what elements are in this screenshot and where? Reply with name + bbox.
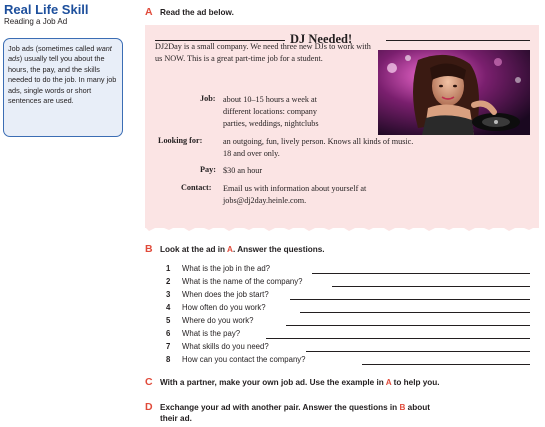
section-a-instruction: Read the ad below.	[160, 8, 234, 17]
section-c-instruction-post: to help you.	[391, 378, 440, 387]
ad-contact-label: Contact:	[181, 183, 212, 192]
section-d-ref: B	[399, 403, 406, 412]
ad-intro: DJ2Day is a small company. We need three new DJs to work with us NOW. This is a great part-time job for a student.	[155, 42, 371, 63]
sidebar-subtitle: Reading a Job Ad	[4, 17, 68, 26]
dj-photo	[378, 50, 530, 135]
ad-job-line-2: different locations: company	[223, 107, 317, 116]
question-text: How often do you work?	[182, 303, 266, 312]
question-text: What is the pay?	[182, 329, 241, 338]
answer-line[interactable]	[332, 286, 530, 287]
ad-looking-line-1: an outgoing, fun, lively person. Knows all kinds of music.	[223, 137, 414, 146]
section-c-letter: C	[145, 376, 153, 388]
ad-looking-line-2: 18 and over only.	[223, 149, 280, 158]
question-text: Where do you work?	[182, 316, 254, 325]
section-d-letter: D	[145, 401, 153, 413]
sidebar-note-emphasis: want ads	[8, 44, 112, 64]
section-d-instruction-line-2: their ad.	[160, 414, 192, 423]
job-ad-torn-edge	[145, 222, 539, 232]
question-number: 6	[166, 329, 171, 338]
ad-pay-value: $30 an hour	[223, 166, 263, 175]
sidebar-note-post: ) usually tell you about the hours, the pay, and the skills needed to do the job. In many job ads, single words or short sentences are used.	[8, 54, 117, 106]
section-c-instruction	[160, 378, 440, 387]
question-number: 7	[166, 342, 171, 351]
ad-pay-label: Pay:	[200, 165, 216, 174]
section-a-letter: A	[145, 6, 153, 18]
ad-looking-label: Looking for:	[158, 136, 203, 145]
question-number: 2	[166, 277, 171, 286]
ad-title: DJ Needed!	[290, 32, 353, 46]
question-number: 8	[166, 355, 171, 364]
section-d-instruction-line-1	[160, 403, 430, 412]
question-text: What is the job in the ad?	[182, 264, 270, 273]
question-number: 4	[166, 303, 171, 312]
question-text: What is the name of the company?	[182, 277, 303, 286]
section-b-ref: A	[227, 245, 233, 254]
section-b-letter: B	[145, 243, 153, 255]
question-text: When does the job start?	[182, 290, 269, 299]
answer-line[interactable]	[362, 364, 530, 365]
answer-line[interactable]	[266, 338, 530, 339]
ad-job-line-1: about 10–15 hours a week at	[223, 95, 317, 104]
ad-job-line-3: parties, weddings, nightclubs	[223, 119, 319, 128]
question-text: What skills do you need?	[182, 342, 269, 351]
section-c-instruction-pre: With a partner, make your own job ad. Use the example in	[160, 378, 386, 387]
answer-line[interactable]	[312, 273, 530, 274]
section-b-instruction-pre: Look at the ad in	[160, 245, 228, 254]
answer-line[interactable]	[306, 351, 530, 352]
section-c-ref: A	[385, 378, 392, 387]
section-d-instruction-pre: Exchange your ad with another pair. Answer the questions in	[160, 403, 400, 412]
answer-line[interactable]	[300, 312, 530, 313]
sidebar-note-pre: Job ads (sometimes called	[8, 44, 97, 53]
sidebar-title: Real Life Skill	[4, 2, 89, 17]
question-number: 1	[166, 264, 171, 273]
answer-line[interactable]	[290, 299, 530, 300]
sidebar-note	[8, 44, 120, 106]
section-d-instruction-post: about	[405, 403, 430, 412]
section-b-instruction-post: . Answer the questions.	[232, 245, 325, 254]
section-b-instruction	[160, 245, 325, 254]
question-number: 5	[166, 316, 171, 325]
ad-contact-line-1: Email us with information about yourself at	[223, 184, 367, 193]
ad-title-rule-right	[386, 40, 530, 41]
ad-job-label: Job:	[200, 94, 216, 103]
question-number: 3	[166, 290, 171, 299]
question-text: How can you contact the company?	[182, 355, 306, 364]
ad-contact-email[interactable]: jobs@dj2day.heinle.com.	[223, 196, 307, 205]
answer-line[interactable]	[286, 325, 530, 326]
